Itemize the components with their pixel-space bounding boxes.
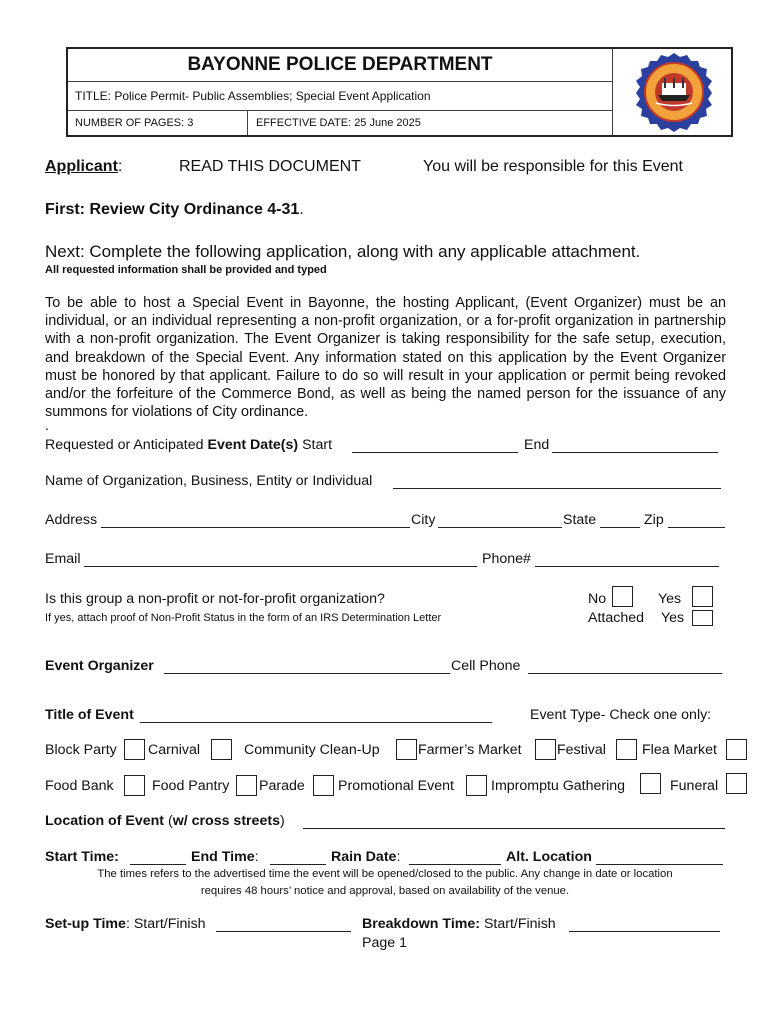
location-cross-streets: w/ cross streets xyxy=(172,813,280,829)
breakdown-time-bold: Breakdown Time: xyxy=(362,916,480,932)
setup-time-field[interactable] xyxy=(216,918,351,932)
end-time-label-wrap xyxy=(191,849,259,865)
police-seal-icon xyxy=(620,51,728,133)
setup-time-bold: Set-up Time xyxy=(45,916,126,932)
organization-name-label: Name of Organization, Business, Entity or Individual xyxy=(45,473,373,489)
festival-checkbox[interactable] xyxy=(616,739,637,760)
food-pantry-label: Food Pantry xyxy=(152,778,230,794)
breakdown-time-label xyxy=(362,916,556,932)
title-of-event-label: Title of Event xyxy=(45,707,134,723)
impromptu-gathering-label: Impromptu Gathering xyxy=(491,778,626,794)
impromptu-gathering-checkbox[interactable] xyxy=(640,773,661,794)
event-type-label: Event Type- Check one only: xyxy=(530,707,712,723)
promotional-event-checkbox[interactable] xyxy=(466,775,487,796)
event-date-end-field[interactable] xyxy=(552,439,718,453)
attached-label: Attached xyxy=(588,610,645,626)
first-step-text: First: Review City Ordinance 4-31 xyxy=(45,201,300,218)
email-label: Email xyxy=(45,551,81,567)
first-step-period: . xyxy=(299,201,304,218)
event-date-start-label: Start xyxy=(298,437,333,453)
description-paragraph: To be able to host a Special Event in Bayonne, the hosting Applicant, (Event Organizer) must be an individual, or an individual representing a non-profit organization, or a for-profit organization in partnership with a non-profit organization. The Event Organizer is taking responsibility for the safe setup, execution, and breakdown of the Special Event. Any information stated on this application by the Event Organizer must be honored by that applicant. Failure to do so will result in your application or permit being revoked and/or the forfeiture of the Commerce Bond, as well as being the named person for the issuance of any summons for violations of City ordinance. xyxy=(45,295,726,421)
food-bank-checkbox[interactable] xyxy=(124,775,145,796)
phone-label: Phone# xyxy=(482,551,531,567)
location-paren-close: ) xyxy=(279,813,285,829)
number-of-pages: NUMBER OF PAGES: 3 xyxy=(68,111,248,135)
farmers-market-checkbox[interactable] xyxy=(535,739,556,760)
effective-date: EFFECTIVE DATE: 25 June 2025 xyxy=(248,111,613,135)
flea-market-checkbox[interactable] xyxy=(726,739,747,760)
start-time-label: Start Time: xyxy=(45,849,119,865)
city-field[interactable] xyxy=(438,514,562,528)
zip-label: Zip xyxy=(644,512,664,528)
carnival-checkbox[interactable] xyxy=(211,739,232,760)
responsibility-notice: You will be responsible for this Event xyxy=(423,158,683,175)
phone-field[interactable] xyxy=(535,553,719,567)
times-note-2: requires 48 hours’ notice and approval, based on availability of the venue. xyxy=(200,885,570,897)
community-cleanup-checkbox[interactable] xyxy=(396,739,417,760)
start-time-field[interactable] xyxy=(130,851,186,865)
community-cleanup-label: Community Clean-Up xyxy=(244,742,380,758)
flea-market-label: Flea Market xyxy=(642,742,717,758)
nonprofit-yes-label: Yes xyxy=(658,591,682,607)
setup-time-rest: : Start/Finish xyxy=(125,916,206,932)
header-box xyxy=(66,47,733,137)
attached-yes-checkbox[interactable] xyxy=(692,610,713,626)
event-date-prefix: Requested or Anticipated xyxy=(45,437,208,453)
document-title: TITLE: Police Permit- Public Assemblies; Special Event Application xyxy=(68,82,613,111)
event-date-row xyxy=(45,437,332,453)
address-label: Address xyxy=(45,512,98,528)
cell-phone-label: Cell Phone xyxy=(451,658,521,674)
department-title: BAYONNE POLICE DEPARTMENT xyxy=(68,49,613,82)
food-pantry-checkbox[interactable] xyxy=(236,775,257,796)
farmers-market-label: Farmer’s Market xyxy=(418,742,522,758)
stray-dot: . xyxy=(45,418,49,434)
rain-date-colon: : xyxy=(396,849,401,865)
title-of-event-field[interactable] xyxy=(140,709,492,723)
parade-label: Parade xyxy=(259,778,305,794)
applicant-colon: : xyxy=(117,158,123,175)
email-field[interactable] xyxy=(84,553,477,567)
location-label xyxy=(45,813,285,829)
next-step: Next: Complete the following application, along with any applicable attachment. xyxy=(45,242,641,261)
location-field[interactable] xyxy=(303,815,725,829)
state-label: State xyxy=(563,512,597,528)
nonprofit-no-checkbox[interactable] xyxy=(612,586,633,607)
end-time-label: End Time xyxy=(191,849,255,865)
event-organizer-label: Event Organizer xyxy=(45,658,154,674)
nonprofit-yes-checkbox[interactable] xyxy=(692,586,713,607)
times-note-1: The times refers to the advertised time the event will be opened/closed to the public. Any change in date or location xyxy=(97,868,673,880)
carnival-label: Carnival xyxy=(148,742,201,758)
nonprofit-question: Is this group a non-profit or not-for-profit organization? xyxy=(45,591,385,607)
promotional-event-label: Promotional Event xyxy=(338,778,454,794)
read-document-notice: READ THIS DOCUMENT xyxy=(179,158,361,175)
parade-checkbox[interactable] xyxy=(313,775,334,796)
rain-date-field[interactable] xyxy=(409,851,501,865)
block-party-label: Block Party xyxy=(45,742,117,758)
nonprofit-note: If yes, attach proof of Non-Profit Status in the form of an IRS Determination Letter xyxy=(45,612,442,624)
end-time-field[interactable] xyxy=(270,851,326,865)
event-date-start-field[interactable] xyxy=(352,439,518,453)
breakdown-time-rest: Start/Finish xyxy=(480,916,556,932)
breakdown-time-field[interactable] xyxy=(569,918,720,932)
typed-requirement: All requested information shall be provided and typed xyxy=(45,264,327,276)
end-time-colon: : xyxy=(254,849,259,865)
event-date-end-label: End xyxy=(524,437,550,453)
rain-date-label-wrap xyxy=(331,849,400,865)
block-party-checkbox[interactable] xyxy=(124,739,145,760)
zip-field[interactable] xyxy=(668,514,725,528)
organization-name-field[interactable] xyxy=(393,475,721,489)
event-organizer-field[interactable] xyxy=(164,660,450,674)
funeral-label: Funeral xyxy=(670,778,719,794)
alt-location-label: Alt. Location xyxy=(506,849,592,865)
page-number: Page 1 xyxy=(362,935,407,951)
attached-yes-label: Yes xyxy=(661,610,685,626)
food-bank-label: Food Bank xyxy=(45,778,114,794)
event-date-label: Event Date(s) xyxy=(207,437,299,453)
alt-location-field[interactable] xyxy=(596,851,723,865)
location-paren-open: ( xyxy=(164,813,173,829)
festival-label: Festival xyxy=(557,742,606,758)
rain-date-label: Rain Date xyxy=(331,849,397,865)
applicant-line xyxy=(45,158,122,176)
city-label: City xyxy=(411,512,436,528)
cell-phone-field[interactable] xyxy=(528,660,722,674)
applicant-label: Applicant xyxy=(45,158,118,175)
location-label-bold: Location of Event xyxy=(45,813,165,829)
address-field[interactable] xyxy=(101,514,410,528)
state-field[interactable] xyxy=(600,514,640,528)
funeral-checkbox[interactable] xyxy=(726,773,747,794)
setup-time-label xyxy=(45,916,206,932)
nonprofit-no-label: No xyxy=(588,591,607,607)
first-step xyxy=(45,201,304,219)
